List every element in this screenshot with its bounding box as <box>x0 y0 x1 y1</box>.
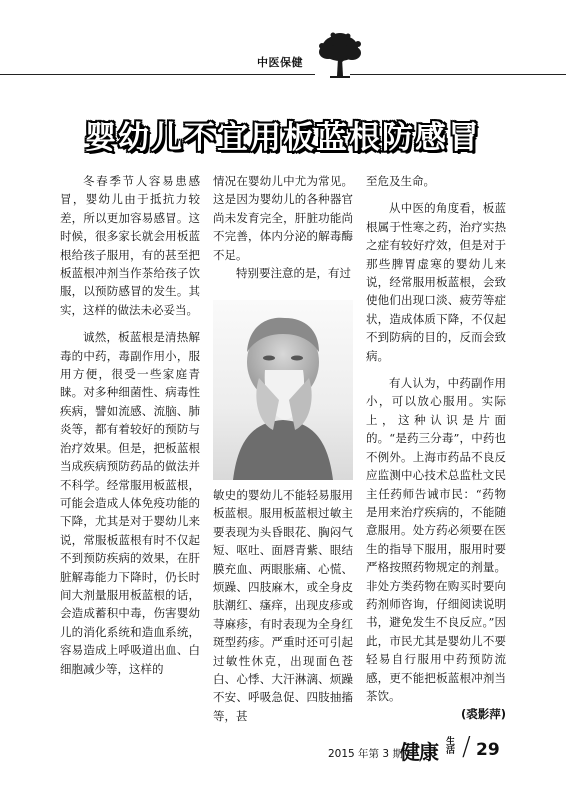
author: (裘影萍) <box>460 707 506 722</box>
section-label: 中医保健 <box>257 56 303 69</box>
article-column-3 <box>366 172 506 724</box>
magazine-brand-sub: 生活 <box>446 737 456 756</box>
article-column-1 <box>60 172 200 678</box>
paragraph: 特别要注意的是，有过 <box>236 266 351 281</box>
article-photo <box>213 300 353 480</box>
paragraph: 至危及生命。 <box>366 174 435 188</box>
article-column-2-bottom <box>213 486 353 725</box>
issue-label: 2015 年第 3 期 <box>328 748 403 760</box>
paragraph: 情况在婴幼儿中尤为常见。这是因为婴幼儿的各种器官尚未发育完全，肝脏功能尚不完善，体内分泌的解毒酶不足。 <box>213 174 353 262</box>
child-sneezing-image <box>213 300 353 480</box>
tree-icon <box>318 32 362 84</box>
footer-slash: / <box>462 732 471 762</box>
paragraph: 敏史的婴幼儿不能轻易服用板蓝根。服用板蓝根过敏主要表现为头昏眼花、胸闷气短、呕吐、面唇青紫、眼结膜充血、两眼胀痛、心慌、烦躁、四肢麻木，或全身皮肤潮红、瘙痒，出现皮疹或荨麻疹，有时表现为全身红斑型药疹。严重时还可引起过敏性休克，出现面色苍白、心悸、大汗淋漓、烦躁不安、呼吸急促、四肢抽搐等，甚 <box>213 488 353 723</box>
paragraph: 有人认为，中药副作用小，可以放心服用。实际上，这种认识是片面的。“是药三分毒”，中药也不例外。上海市药品不良反应监测中心技术总监杜文民主任药师告诫市民：“药物是用来治疗疾病的，不能随意服用。处方药必须要在医生的指导下服用，服用时要严格按照药物规定的剂量。非处方类药物在购买时要向药剂师咨询，仔细阅读说明书，避免发生不良反应。”因此，市民尤其是婴幼儿不要轻易自行服用中药预防流感，更不能把板蓝根冲剂当茶饮。 <box>366 376 506 703</box>
page-number: 29 <box>476 740 500 760</box>
magazine-brand: 健康 <box>400 740 438 764</box>
page-header <box>0 32 566 82</box>
header-rule <box>0 74 315 75</box>
header-rule <box>350 74 566 75</box>
article-title: 婴幼儿不宜用板蓝根防感冒 <box>85 120 481 156</box>
paragraph: 冬春季节人容易患感冒，婴幼儿由于抵抗力较差，所以更加容易感冒。这时候，很多家长就会用板蓝根给孩子服用，有的甚至把板蓝根冲剂当作茶给孩子饮服，以预防感冒的发生。其实，这样的做法未必妥当。 <box>60 174 200 317</box>
paragraph: 从中医的角度看，板蓝根属于性寒之药，治疗实热之症有较好疗效，但是对于那些脾胃虚寒的婴幼儿来说，经常服用板蓝根，会致使他们出现口淡、疲劳等症状，造成体质下降，不仅起不到防病的目的，反而会致病。 <box>366 201 506 363</box>
page-footer <box>0 732 566 772</box>
author-line <box>366 705 506 723</box>
paragraph: 诚然，板蓝根是清热解毒的中药，毒副作用小，服用方便，很受一些家庭青睐。对多种细菌性、病毒性疾病，譬如流感、流脑、肺炎等，都有着较好的预防与治疗效果。但是，把板蓝根当成疾病预防药品的做法并不科学。经常服用板蓝根，可能会造成人体免疫功能的下降，尤其是对于婴幼儿来说，常服板蓝根有时不仅起不到预防疾病的效果，在肝脏解毒能力下降时，仍长时间大剂量服用板蓝根的话，会造成蓄积中毒，伤害婴幼儿的消化系统和造血系统，容易造成上呼吸道出血、白细胞减少等，这样的 <box>60 330 200 676</box>
article-column-2-top <box>213 172 353 282</box>
